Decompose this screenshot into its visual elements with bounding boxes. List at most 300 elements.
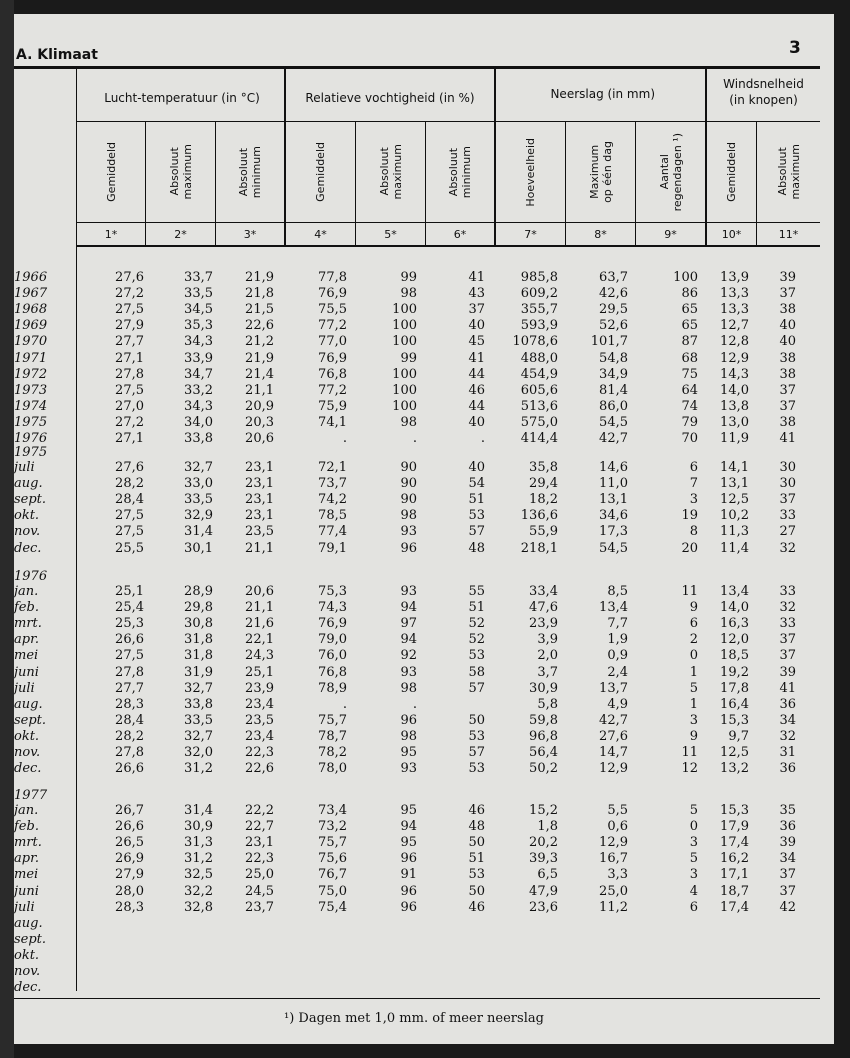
cell-col-10: 16,3: [720, 616, 749, 632]
cell-col-6: 50: [468, 835, 485, 851]
cell-col-11: 42: [779, 899, 796, 915]
col-number-6: 6*: [453, 228, 467, 241]
cell-col-1: 28,3: [115, 899, 144, 915]
cell-col-3: 25,1: [245, 664, 274, 680]
col-number-1: 1*: [104, 228, 118, 241]
cell-col-3: 23,1: [245, 492, 274, 508]
row-label: 1966: [14, 270, 48, 285]
table-row: [14, 697, 834, 713]
cell-col-10: 13,8: [720, 398, 749, 414]
cell-col-3: 21,1: [245, 600, 274, 616]
cell-col-3: 21,1: [245, 382, 274, 398]
cell-col-1: 27,9: [115, 867, 144, 883]
cell-col-10: 17,1: [720, 867, 749, 883]
cell-col-9: 6: [689, 460, 698, 475]
cell-col-4: 76,9: [318, 350, 347, 366]
cell-col-10: 16,4: [720, 696, 749, 712]
row-label: aug.: [14, 696, 43, 712]
table-row: [14, 460, 834, 476]
cell-col-5: 97: [400, 616, 417, 632]
cell-col-9: 4: [689, 883, 698, 899]
cell-col-4: 73,4: [318, 803, 347, 818]
cell-col-5: 100: [392, 334, 417, 350]
cell-col-5: .: [412, 696, 417, 712]
cell-col-2: 33,9: [184, 350, 213, 366]
row-label: apr.: [14, 851, 39, 867]
cell-col-3: 22,1: [245, 632, 274, 648]
cell-col-8: 8,5: [607, 584, 628, 599]
cell-col-3: 22,6: [245, 318, 274, 334]
table-row: [14, 980, 834, 996]
table-row: [14, 600, 834, 616]
cell-col-4: 75,5: [318, 302, 347, 318]
cell-col-9: 65: [681, 318, 698, 334]
table-row: [14, 835, 834, 851]
cell-col-2: 30,9: [184, 819, 213, 835]
col-label-1: Gemiddeld: [104, 142, 118, 202]
row-label: aug.: [14, 476, 43, 492]
cell-col-4: 73,7: [318, 476, 347, 492]
cell-col-4: 77,2: [318, 318, 347, 334]
table-row: [14, 681, 834, 697]
cell-col-2: 33,5: [184, 492, 213, 508]
table-row: [14, 884, 834, 900]
cell-col-5: 94: [400, 600, 417, 616]
cell-col-4: 78,9: [318, 680, 347, 696]
cell-col-11: 33: [779, 616, 796, 632]
cell-col-6: 53: [468, 761, 485, 777]
table-row: [14, 964, 834, 980]
cell-col-9: 6: [689, 616, 698, 632]
cell-col-7: 6,5: [537, 867, 558, 883]
cell-col-6: 54: [468, 476, 485, 492]
cell-col-6: 48: [468, 819, 485, 835]
table-row: [14, 616, 834, 632]
cell-col-2: 31,8: [184, 632, 213, 648]
cell-col-9: 12: [681, 761, 698, 777]
col-number-2: 2*: [174, 228, 187, 241]
cell-col-9: 9: [689, 600, 698, 616]
row-label: 1972: [14, 366, 48, 382]
cell-col-5: 93: [400, 524, 417, 540]
table-row: [14, 867, 834, 883]
cell-col-4: 75,7: [318, 835, 347, 851]
cell-col-3: 23,4: [245, 728, 274, 744]
row-label: 1969: [14, 318, 48, 334]
cell-col-5: 100: [392, 366, 417, 382]
row-label: mei: [14, 867, 39, 883]
cell-col-4: 78,2: [318, 745, 347, 760]
cell-col-9: 68: [681, 350, 698, 366]
table-row: [14, 713, 834, 729]
cell-col-9: 87: [681, 334, 698, 350]
cell-col-7: 414,4: [520, 431, 558, 446]
group-heading-temperature: Lucht-temperatuur (in °C): [104, 91, 260, 105]
cell-col-4: 77,8: [318, 270, 347, 285]
cell-col-1: 27,5: [115, 508, 144, 524]
cell-col-10: 13,4: [720, 584, 749, 599]
cell-col-9: 64: [681, 382, 698, 398]
cell-col-2: 32,7: [184, 460, 213, 475]
cell-col-3: 22,3: [245, 851, 274, 867]
cell-col-1: 28,2: [115, 476, 144, 492]
cell-col-5: 95: [400, 745, 417, 760]
row-label: mrt.: [14, 835, 42, 851]
cell-col-6: 50: [468, 712, 485, 728]
table-row: [14, 492, 834, 508]
cell-col-9: 11: [681, 584, 698, 599]
cell-col-4: 76,7: [318, 867, 347, 883]
cell-col-6: 57: [468, 745, 485, 760]
cell-col-5: 96: [400, 851, 417, 867]
row-label: 1974: [14, 398, 48, 414]
group-heading-humidity: Relatieve vochtigheid (in %): [305, 91, 475, 105]
table-row: [14, 584, 834, 600]
cell-col-8: 16,7: [599, 851, 628, 867]
cell-col-1: 27,8: [115, 745, 144, 760]
cell-col-6: 57: [468, 524, 485, 540]
row-label: sept.: [14, 712, 47, 728]
cell-col-9: 3: [689, 712, 698, 728]
cell-col-3: 20,9: [245, 398, 274, 414]
cell-col-1: 27,5: [115, 382, 144, 398]
cell-col-8: 0,6: [607, 819, 628, 835]
cell-col-4: 78,0: [318, 761, 347, 777]
cell-col-2: 29,8: [184, 600, 213, 616]
cell-col-7: 20,2: [529, 835, 558, 851]
col-number-7: 7*: [524, 228, 537, 241]
row-label: juni: [14, 883, 39, 899]
col-label-10: Gemiddeld: [725, 142, 738, 202]
row-label: dec.: [14, 540, 42, 556]
row-label: feb.: [14, 819, 39, 835]
section-year-label: 1975: [14, 445, 48, 460]
cell-col-11: 37: [779, 648, 796, 664]
cell-col-3: 21,1: [245, 540, 274, 556]
cell-col-6: 37: [468, 302, 485, 318]
table-row: [14, 524, 834, 540]
cell-col-6: 48: [468, 540, 485, 556]
cell-col-7: 96,8: [529, 728, 558, 744]
cell-col-5: 96: [400, 712, 417, 728]
cell-col-7: 50,2: [529, 761, 558, 777]
cell-col-7: 29,4: [529, 476, 558, 492]
cell-col-5: 93: [400, 761, 417, 777]
table-row: [14, 351, 834, 367]
cell-col-4: 75,6: [318, 851, 347, 867]
cell-col-7: 985,8: [520, 270, 558, 285]
cell-col-9: 0: [689, 648, 698, 664]
cell-col-8: 54,8: [599, 350, 628, 366]
cell-col-4: 76,8: [318, 366, 347, 382]
cell-col-1: 28,3: [115, 696, 144, 712]
cell-col-3: 25,0: [245, 867, 274, 883]
table-row: [14, 431, 834, 447]
cell-col-8: 13,7: [599, 680, 628, 696]
cell-col-6: 50: [468, 883, 485, 899]
cell-col-11: 40: [779, 334, 796, 350]
table-row: [14, 729, 834, 745]
cell-col-2: 32,0: [184, 745, 213, 760]
col-label-2: Absoluut maximum: [167, 144, 194, 200]
cell-col-11: 37: [779, 286, 796, 302]
cell-col-11: 34: [779, 851, 796, 867]
cell-col-2: 33,5: [184, 286, 213, 302]
table-row: [14, 851, 834, 867]
row-label: nov.: [14, 964, 41, 979]
col-number-5: 5*: [384, 228, 397, 241]
cell-col-4: 74,2: [318, 492, 347, 508]
table-row: [14, 302, 834, 318]
cell-col-11: 35: [779, 803, 796, 818]
cell-col-8: 5,5: [607, 803, 628, 818]
cell-col-1: 27,8: [115, 664, 144, 680]
cell-col-7: 30,9: [529, 680, 558, 696]
cell-col-2: 32,9: [184, 508, 213, 524]
cell-col-10: 18,7: [720, 883, 749, 899]
cell-col-5: 90: [400, 476, 417, 492]
cell-col-6: 57: [468, 680, 485, 696]
cell-col-9: 20: [681, 540, 698, 556]
table-row: [14, 948, 834, 964]
cell-col-4: 76,9: [318, 616, 347, 632]
cell-col-11: 34: [779, 712, 796, 728]
cell-col-1: 27,6: [115, 270, 144, 285]
cell-col-1: 28,4: [115, 712, 144, 728]
cell-col-2: 32,5: [184, 867, 213, 883]
cell-col-8: 34,9: [599, 366, 628, 382]
cell-col-9: 70: [681, 431, 698, 446]
cell-col-11: 32: [779, 600, 796, 616]
cell-col-1: 27,6: [115, 460, 144, 475]
cell-col-9: 1: [689, 696, 698, 712]
cell-col-9: 3: [689, 492, 698, 508]
cell-col-4: 74,3: [318, 600, 347, 616]
cell-col-6: 53: [468, 867, 485, 883]
cell-col-5: 98: [400, 508, 417, 524]
cell-col-6: 46: [468, 803, 485, 818]
cell-col-1: 25,4: [115, 600, 144, 616]
cell-col-11: 40: [779, 318, 796, 334]
cell-col-5: 94: [400, 632, 417, 648]
cell-col-8: 17,3: [599, 524, 628, 540]
cell-col-2: 34,3: [184, 398, 213, 414]
table-row: [14, 819, 834, 835]
cell-col-7: 15,2: [529, 803, 558, 818]
cell-col-1: 27,1: [115, 350, 144, 366]
cell-col-7: 5,8: [537, 696, 558, 712]
cell-col-6: 52: [468, 632, 485, 648]
cell-col-10: 12,5: [720, 492, 749, 508]
cell-col-6: 45: [468, 334, 485, 350]
cell-col-11: 37: [779, 867, 796, 883]
group-heading-wind: Windsnelheid (in knopen): [723, 77, 804, 107]
cell-col-5: 98: [400, 286, 417, 302]
cell-col-11: 39: [779, 835, 796, 851]
cell-col-4: 75,4: [318, 899, 347, 915]
cell-col-8: 12,9: [599, 835, 628, 851]
cell-col-7: 605,6: [520, 382, 558, 398]
row-label: 1971: [14, 350, 48, 366]
top-rule: [14, 66, 820, 69]
section-year-label: 1977: [14, 788, 48, 803]
cell-col-7: 56,4: [529, 745, 558, 760]
cell-col-6: 46: [468, 899, 485, 915]
cell-col-2: 31,2: [184, 761, 213, 777]
page-number: 3: [789, 38, 801, 58]
row-label: 1975: [14, 414, 48, 430]
cell-col-7: 488,0: [520, 350, 558, 366]
cell-col-3: 23,9: [245, 680, 274, 696]
cell-col-9: 7: [689, 476, 698, 492]
cell-col-2: 34,0: [184, 414, 213, 430]
cell-col-11: 38: [779, 302, 796, 318]
header-bottom-rule: [76, 245, 820, 247]
cell-col-1: 26,9: [115, 851, 144, 867]
cell-col-1: 28,4: [115, 492, 144, 508]
cell-col-9: 11: [681, 745, 698, 760]
cell-col-5: .: [412, 431, 417, 446]
cell-col-2: 28,9: [184, 584, 213, 599]
row-label: okt.: [14, 947, 40, 963]
row-label: dec.: [14, 761, 42, 777]
cell-col-1: 27,7: [115, 334, 144, 350]
cell-col-8: 81,4: [599, 382, 628, 398]
cell-col-7: 593,9: [520, 318, 558, 334]
cell-col-10: 15,3: [720, 712, 749, 728]
cell-col-4: 75,7: [318, 712, 347, 728]
cell-col-4: 79,1: [318, 540, 347, 556]
row-label: juli: [14, 680, 35, 696]
cell-col-3: 21,6: [245, 616, 274, 632]
cell-col-7: 136,6: [520, 508, 558, 524]
cell-col-3: 22,3: [245, 745, 274, 760]
cell-col-6: 41: [468, 270, 485, 285]
cell-col-10: 14,0: [720, 600, 749, 616]
cell-col-11: 37: [779, 382, 796, 398]
cell-col-7: 609,2: [520, 286, 558, 302]
cell-col-10: 15,3: [720, 803, 749, 818]
cell-col-5: 98: [400, 414, 417, 430]
cell-col-5: 100: [392, 398, 417, 414]
cell-col-3: 22,2: [245, 803, 274, 818]
row-label: apr.: [14, 632, 39, 648]
cell-col-8: 42,7: [599, 431, 628, 446]
table-row: [14, 334, 834, 350]
cell-col-4: 72,1: [318, 460, 347, 475]
cell-col-5: 94: [400, 819, 417, 835]
cell-col-8: 1,9: [607, 632, 628, 648]
group-heading-precipitation: [496, 86, 705, 102]
table-row: [14, 932, 834, 948]
row-label: aug.: [14, 915, 43, 931]
cell-col-2: 31,9: [184, 664, 213, 680]
cell-col-2: 32,7: [184, 728, 213, 744]
cell-col-9: 79: [681, 414, 698, 430]
cell-col-9: 6: [689, 899, 698, 915]
cell-col-2: 31,4: [184, 524, 213, 540]
cell-col-9: 3: [689, 835, 698, 851]
cell-col-2: 34,7: [184, 366, 213, 382]
cell-col-2: 32,8: [184, 899, 213, 915]
cell-col-4: 78,5: [318, 508, 347, 524]
cell-col-11: 38: [779, 414, 796, 430]
cell-col-8: 3,3: [607, 867, 628, 883]
cell-col-9: 100: [673, 270, 698, 285]
cell-col-8: 0,9: [607, 648, 628, 664]
cell-col-5: 100: [392, 302, 417, 318]
cell-col-2: 33,5: [184, 712, 213, 728]
cell-col-11: 37: [779, 632, 796, 648]
cell-col-11: 32: [779, 728, 796, 744]
cell-col-5: 98: [400, 728, 417, 744]
page-title: A. Klimaat: [16, 47, 98, 63]
cell-col-8: 101,7: [590, 334, 628, 350]
table-row: [14, 508, 834, 524]
cell-col-10: 12,0: [720, 632, 749, 648]
cell-col-2: 31,8: [184, 648, 213, 664]
cell-col-2: 35,3: [184, 318, 213, 334]
cell-col-5: 95: [400, 835, 417, 851]
cell-col-5: 98: [400, 680, 417, 696]
row-label: 1970: [14, 334, 48, 350]
row-label: sept.: [14, 931, 47, 947]
cell-col-9: 1: [689, 664, 698, 680]
cell-col-11: 37: [779, 492, 796, 508]
table-row: [14, 541, 834, 557]
cell-col-10: 13,3: [720, 302, 749, 318]
col-number-10: 10*: [721, 228, 742, 241]
col-label-11: Absoluut maximum: [775, 144, 802, 200]
row-label: sept.: [14, 492, 47, 508]
cell-col-8: 2,4: [607, 664, 628, 680]
cell-col-11: 36: [779, 819, 796, 835]
cell-col-9: 5: [689, 680, 698, 696]
cell-col-5: 92: [400, 648, 417, 664]
cell-col-1: 27,5: [115, 302, 144, 318]
cell-col-8: 14,6: [599, 460, 628, 475]
cell-col-10: 12,8: [720, 334, 749, 350]
cell-col-8: 27,6: [599, 728, 628, 744]
cell-col-6: 44: [468, 366, 485, 382]
cell-col-11: 30: [779, 460, 796, 475]
cell-col-3: 21,8: [245, 286, 274, 302]
cell-col-7: 23,6: [529, 899, 558, 915]
cell-col-8: 13,1: [599, 492, 628, 508]
cell-col-10: 9,7: [728, 728, 749, 744]
cell-col-3: 21,9: [245, 270, 274, 285]
cell-col-1: 26,6: [115, 632, 144, 648]
cell-col-7: 513,6: [520, 398, 558, 414]
cell-col-6: 53: [468, 648, 485, 664]
cell-col-2: 33,8: [184, 696, 213, 712]
cell-col-6: 40: [468, 460, 485, 475]
cell-col-5: 91: [400, 867, 417, 883]
cell-col-5: 99: [400, 350, 417, 366]
book-binding: [0, 0, 14, 1058]
cell-col-10: 12,9: [720, 350, 749, 366]
table-row: [14, 383, 834, 399]
cell-col-1: 25,5: [115, 540, 144, 556]
cell-col-10: 19,2: [720, 664, 749, 680]
footer-rule: [14, 998, 820, 999]
cell-col-3: 23,5: [245, 712, 274, 728]
cell-col-5: 93: [400, 584, 417, 599]
cell-col-2: 34,3: [184, 334, 213, 350]
cell-col-10: 12,7: [720, 318, 749, 334]
table-row: [14, 367, 834, 383]
table-row: [14, 648, 834, 664]
